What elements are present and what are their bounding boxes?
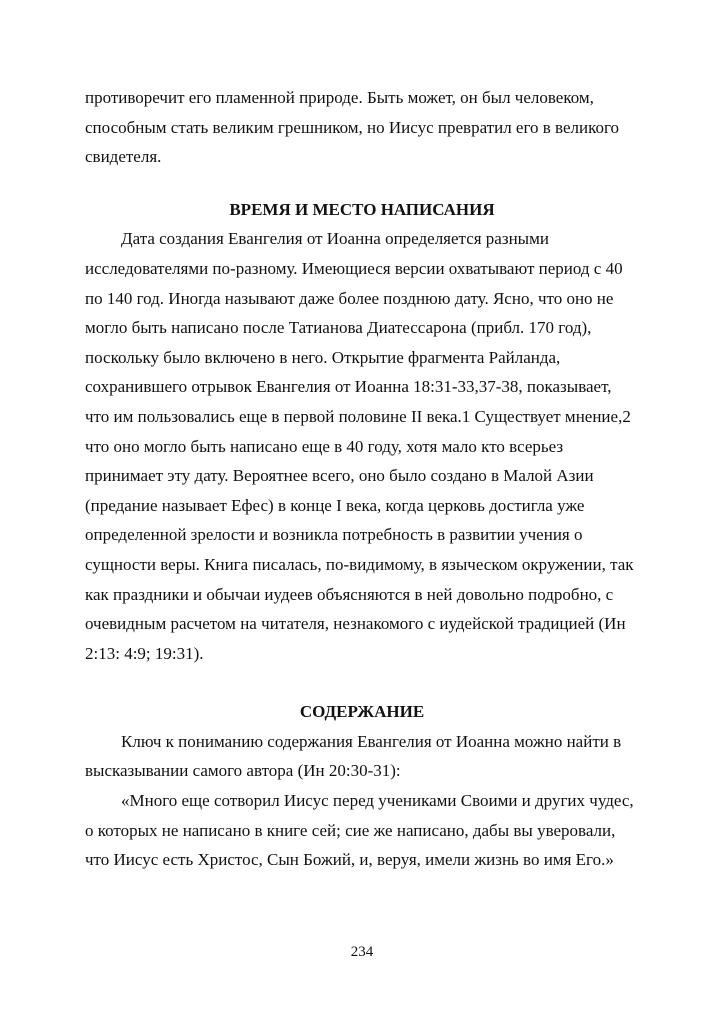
section-time-and-place [85, 195, 639, 669]
spacer [85, 172, 639, 195]
body-paragraph: Дата создания Евангелия от Иоанна определяется разными исследователями по-разному. Имеющиеся версии охватывают период с 40 по 140 год. Иногда называют даже более позднюю дату. Ясно, что оно не могло быть написано после Татианова Диатессарона (прибл. 170 год), поскольку было включено в него. Открытие фрагмента Райланда, сохранившего отрывок Евангелия от Иоанна 18:31-33,37-38, показывает, что им пользовались еще в первой половине II века.1 Существует мнение,2 что оно могло быть написано еще в 40 году, хотя мало кто всерьез принимает эту дату. Вероятнее всего, оно было создано в Малой Азии (предание называет Ефес) в конце I века, когда церковь достигла уже определенной зрелости и возникла потребность в развитии учения о сущности веры. Книга писалась, по-видимому, в языческом окружении, так как праздники и обычаи иудеев объясняются в ней довольно подробно, с очевидным расчетом на читателя, незнакомого с иудейской традицией (Ин 2:13: 4:9; 19:31). [85, 229, 634, 663]
document-page [85, 83, 639, 875]
section-heading: СОДЕРЖАНИЕ [299, 702, 425, 722]
page-number: 234 [350, 944, 374, 960]
section-contents [85, 697, 639, 875]
continuation-paragraph: противоречит его пламенной природе. Быть может, он был человеком, способным стать великим грешником, но Иисус превратил его в великого свидетеля. [85, 88, 620, 167]
spacer [85, 668, 639, 697]
section-heading: ВРЕМЯ И МЕСТО НАПИСАНИЯ [229, 199, 495, 219]
quote-paragraph: «Много еще сотворил Иисус перед учениками Своими и других чудес, о которых не написано в книге сей; сие же написано, дабы вы уверовали, что Иисус есть Христос, Сын Божий, и, веруя, имели жизнь во имя Его.» [85, 791, 634, 870]
body-paragraph: Ключ к пониманию содержания Евангелия от Иоанна можно найти в высказывании самого автора (Ин 20:30-31): [85, 731, 622, 781]
